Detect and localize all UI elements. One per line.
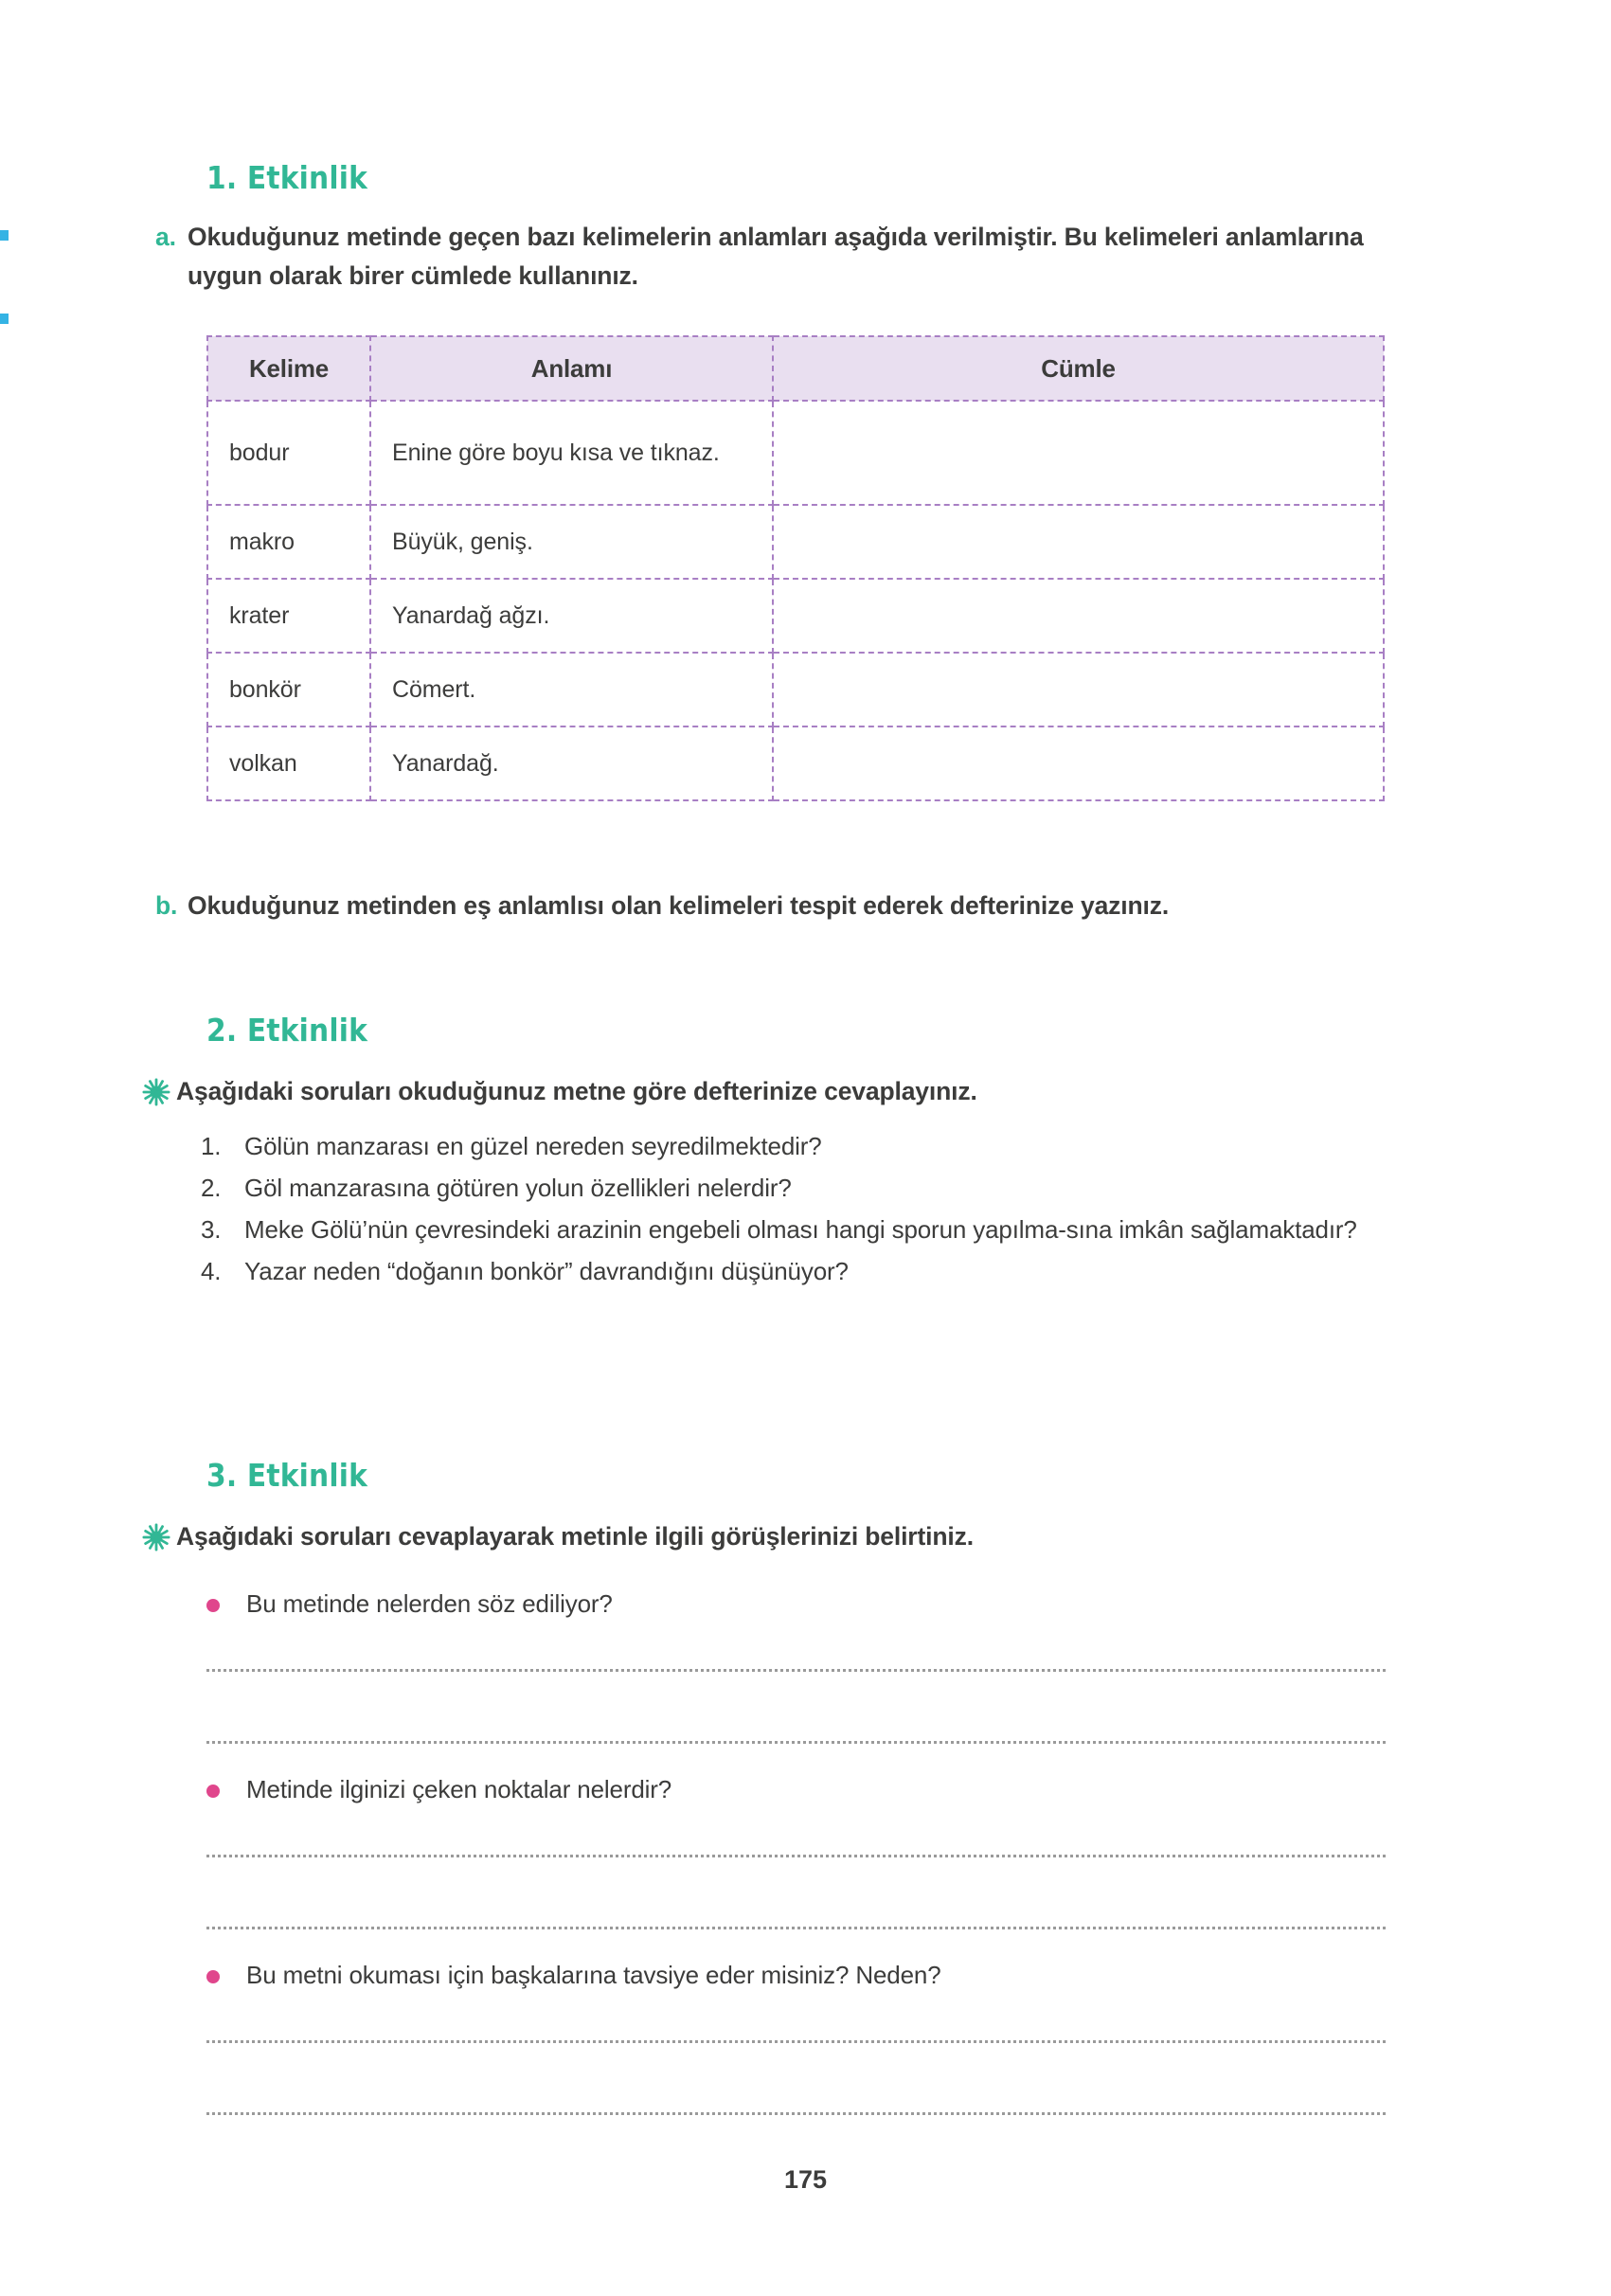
- activity-3-title: 3. Etkinlik: [206, 1457, 368, 1494]
- activity-3-instruction-text: Aşağıdaki soruları cevaplayarak metinle ilgili görüşlerinizi belirtiniz.: [176, 1522, 974, 1551]
- cell-kelime: volkan: [207, 726, 370, 800]
- vocabulary-table: [206, 335, 1385, 801]
- question-text: Göl manzarasına götüren yolun özellikleri nelerdir?: [244, 1174, 792, 1202]
- reflection-question-text: Bu metni okuması için başkalarına tavsiye eder misiniz? Neden?: [246, 1961, 941, 1989]
- column-header-cumle: Cümle: [773, 336, 1384, 401]
- registration-mark-icon: [0, 314, 9, 324]
- sparkle-icon: [142, 1517, 176, 1556]
- activity-1-item-b: [155, 887, 1387, 925]
- cell-anlami: Yanardağ.: [370, 726, 773, 800]
- table-row: [207, 579, 1384, 653]
- bullet-dot-icon: [206, 1584, 246, 1612]
- answer-line[interactable]: [206, 1927, 1386, 1929]
- activity-2-instruction: [142, 1072, 1392, 1111]
- table-row: [207, 505, 1384, 579]
- cell-kelime: bodur: [207, 401, 370, 505]
- reflection-question-3: [206, 1955, 1386, 1995]
- activity-3-instruction: [142, 1517, 1392, 1556]
- reflection-question-text: Bu metinde nelerden söz ediliyor?: [246, 1589, 613, 1618]
- cell-kelime: krater: [207, 579, 370, 653]
- question-number: 4.: [201, 1257, 222, 1285]
- question-text: Yazar neden “doğanın bonkör” davrandığını düşünüyor?: [244, 1257, 849, 1285]
- table-row: [207, 726, 1384, 800]
- cell-cumle-input[interactable]: [773, 653, 1384, 726]
- cell-cumle-input[interactable]: [773, 726, 1384, 800]
- cell-kelime: makro: [207, 505, 370, 579]
- cell-kelime: bonkör: [207, 653, 370, 726]
- column-header-anlami: Anlamı: [370, 336, 773, 401]
- answer-line[interactable]: [206, 1855, 1386, 1857]
- question-item: [201, 1250, 1387, 1292]
- activity-1-title: 1. Etkinlik: [206, 159, 368, 196]
- cell-anlami: Yanardağ ağzı.: [370, 579, 773, 653]
- page-number: 175: [783, 2165, 828, 2194]
- item-b-text: Okuduğunuz metinden eş anlamlısı olan kelimeleri tespit ederek defterinize yazınız.: [188, 891, 1170, 920]
- cell-cumle-input[interactable]: [773, 579, 1384, 653]
- item-a-text: Okuduğunuz metinde geçen bazı kelimelerin anlamları aşağıda verilmiştir. Bu kelimeleri anlamlarına uygun olarak birer cümlede kullanınız.: [188, 223, 1364, 290]
- cell-cumle-input[interactable]: [773, 505, 1384, 579]
- reflection-question-text: Metinde ilginizi çeken noktalar nelerdir?: [246, 1775, 672, 1803]
- cell-cumle-input[interactable]: [773, 401, 1384, 505]
- item-marker-a: a.: [155, 223, 176, 251]
- cell-anlami: Enine göre boyu kısa ve tıknaz.: [370, 401, 773, 505]
- reflection-question-1: [206, 1584, 1386, 1623]
- answer-line[interactable]: [206, 2112, 1386, 2115]
- question-number: 2.: [201, 1174, 222, 1202]
- activity-1-item-a: [155, 218, 1387, 296]
- question-number: 1.: [201, 1132, 222, 1160]
- cell-anlami: Büyük, geniş.: [370, 505, 773, 579]
- question-item: [201, 1125, 1387, 1167]
- question-text: Gölün manzarası en güzel nereden seyredilmektedir?: [244, 1132, 822, 1160]
- registration-mark-icon: [0, 230, 9, 241]
- column-header-kelime: Kelime: [207, 336, 370, 401]
- activity-2-title: 2. Etkinlik: [206, 1012, 368, 1049]
- bullet-dot-icon: [206, 1955, 246, 1983]
- cell-anlami: Cömert.: [370, 653, 773, 726]
- table-row: [207, 401, 1384, 505]
- item-marker-b: b.: [155, 891, 178, 920]
- reflection-question-2: [206, 1769, 1386, 1809]
- sparkle-icon: [142, 1072, 176, 1111]
- answer-line[interactable]: [206, 2040, 1386, 2043]
- activity-2-instruction-text: Aşağıdaki soruları okuduğunuz metne göre defterinize cevaplayınız.: [176, 1077, 977, 1105]
- question-item: [201, 1209, 1387, 1250]
- answer-line[interactable]: [206, 1741, 1386, 1744]
- table-header-row: [207, 336, 1384, 401]
- activity-2-question-list: [201, 1125, 1387, 1292]
- question-item: [201, 1167, 1387, 1209]
- question-text: Meke Gölü’nün çevresindeki arazinin engebeli olması hangi sporun yapılma-sına imkân sağlamaktadır?: [244, 1215, 1357, 1244]
- bullet-dot-icon: [206, 1769, 246, 1798]
- question-number: 3.: [201, 1215, 222, 1244]
- table-row: [207, 653, 1384, 726]
- answer-line[interactable]: [206, 1669, 1386, 1672]
